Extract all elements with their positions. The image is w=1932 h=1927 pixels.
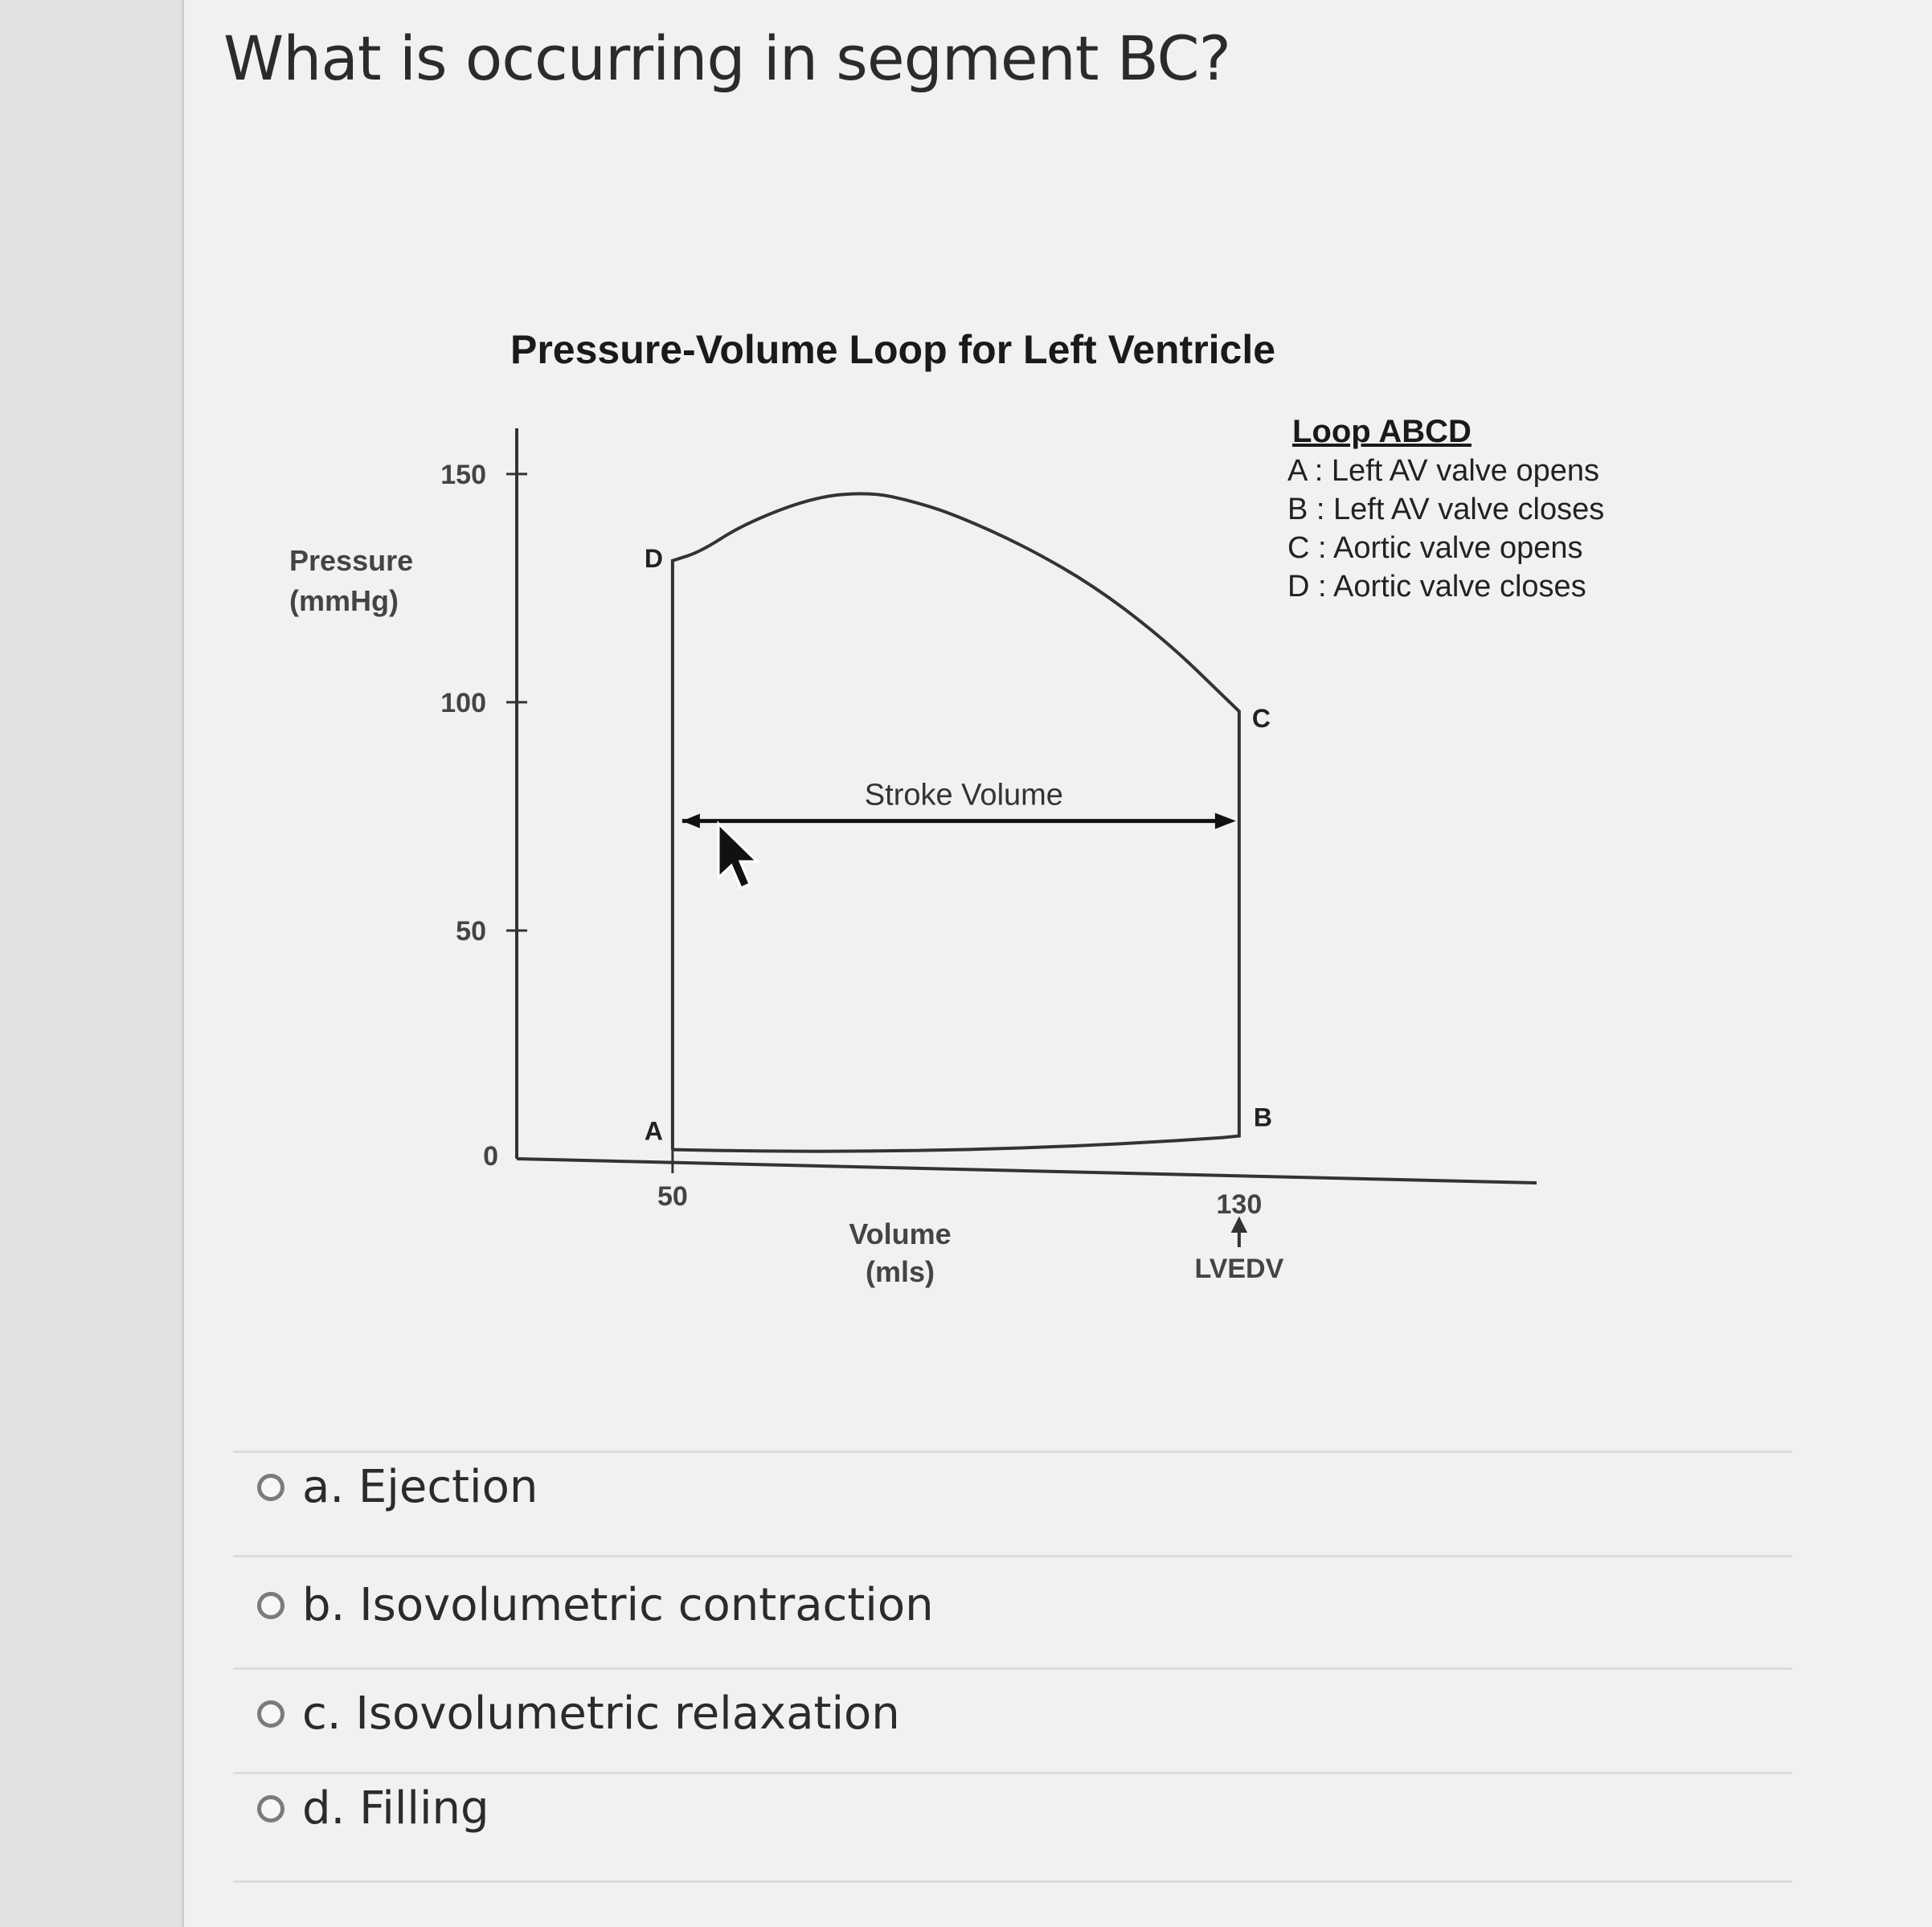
option-b-label: b. Isovolumetric contraction [302,1579,934,1631]
legend-item-a: A : Left AV valve opens [1287,454,1599,488]
option-d[interactable] [257,1782,489,1835]
radio-circle-icon[interactable] [257,1474,284,1501]
legend-heading: Loop ABCD [1292,414,1472,449]
radio-circle-icon[interactable] [257,1795,284,1823]
stroke-volume-arrow-head-left [682,814,700,828]
legend-item-c: C : Aortic valve opens [1287,531,1583,565]
y-axis-label-line2: (mmHg) [289,584,399,617]
x-axis [517,1159,1537,1183]
option-divider [233,1450,1792,1453]
chart-title: Pressure-Volume Loop for Left Ventricle [510,327,1276,372]
left-margin [0,0,184,1927]
option-a[interactable] [257,1461,538,1513]
lvedv-arrow [1234,1220,1245,1247]
option-divider [233,1772,1792,1774]
radio-circle-icon[interactable] [257,1592,284,1619]
x-tick-label-50: 50 [657,1181,688,1212]
point-label-c: C [1251,704,1271,734]
option-b[interactable] [257,1579,934,1631]
question-text: What is occurring in segment BC? [223,23,1230,94]
lvedv-label: LVEDV [1194,1254,1284,1284]
stroke-volume-arrow-head-right [1215,813,1236,829]
option-divider [233,1880,1792,1883]
option-a-label: a. Ejection [302,1461,538,1513]
x-axis-label-line2: (mls) [865,1255,935,1288]
option-c-label: c. Isovolumetric relaxation [302,1688,900,1740]
point-label-b: B [1253,1103,1272,1132]
legend-item-d: D : Aortic valve closes [1287,570,1586,603]
mouse-pointer-icon [718,824,757,888]
y-tick-label-0: 0 [483,1141,498,1172]
y-tick-label-50: 50 [456,915,486,947]
option-divider [233,1667,1792,1670]
pv-loop-chart [241,305,1688,1350]
option-divider [233,1555,1792,1557]
stroke-volume-label: Stroke Volume [864,778,1063,812]
point-label-d: D [644,543,663,573]
y-tick-label-150: 150 [440,459,486,490]
pv-loop-figure [241,305,1688,1350]
x-axis-label-line1: Volume [849,1217,952,1250]
legend-item-b: B : Left AV valve closes [1287,493,1605,526]
point-label-a: A [644,1116,663,1146]
y-tick-label-100: 100 [440,687,486,718]
x-tick-label-130: 130 [1216,1189,1263,1220]
option-d-label: d. Filling [302,1782,489,1835]
option-c[interactable] [257,1688,900,1740]
y-axis-label-line1: Pressure [289,544,414,577]
radio-circle-icon[interactable] [257,1700,284,1728]
